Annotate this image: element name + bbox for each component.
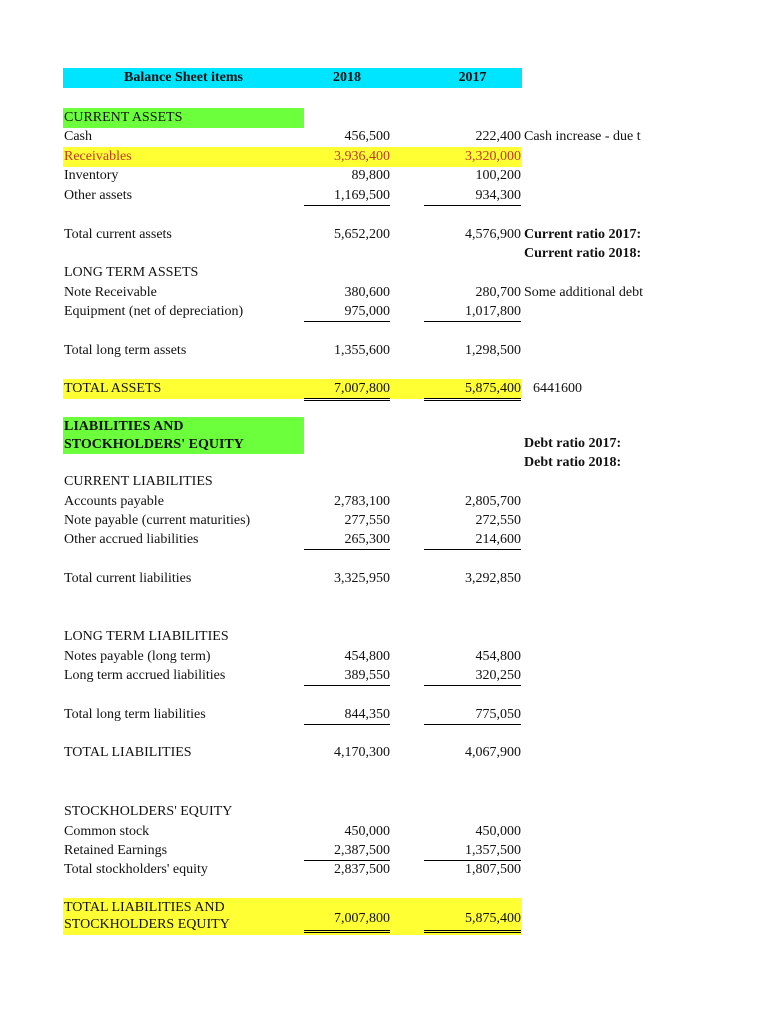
note-receivable-note: Some additional debt — [524, 285, 643, 300]
grand-total-2017: 5,875,400 — [424, 908, 521, 933]
total-liabilities-2017: 4,067,900 — [465, 745, 521, 760]
cash-2017: 222,400 — [475, 129, 521, 144]
long-term-liabilities-title: LONG TERM LIABILITIES — [64, 629, 229, 644]
total-equity-label: Total stockholders' equity — [64, 862, 208, 877]
liabilities-equity-title-2: STOCKHOLDERS' EQUITY — [64, 437, 244, 452]
total-long-term-assets-label: Total long term assets — [64, 343, 187, 358]
liabilities-equity-title-1: LIABILITIES AND — [64, 419, 184, 434]
total-current-liabilities-label: Total current liabilities — [64, 571, 192, 586]
common-stock-2018: 450,000 — [344, 824, 390, 839]
equipment-2018: 975,000 — [304, 303, 390, 322]
retained-earnings-2017: 1,357,500 — [424, 842, 521, 861]
cash-note: Cash increase - due t — [524, 129, 641, 144]
total-lt-liabilities-2018: 844,350 — [304, 706, 390, 725]
inventory-2018: 89,800 — [351, 168, 390, 183]
other-accrued-label: Other accrued liabilities — [64, 532, 199, 547]
total-lt-liabilities-label: Total long term liabilities — [64, 707, 206, 722]
receivables-label: Receivables — [64, 149, 132, 164]
inventory-2017: 100,200 — [475, 168, 521, 183]
notes-payable-lt-2017: 454,800 — [475, 649, 521, 664]
total-current-liabilities-2017: 3,292,850 — [465, 571, 521, 586]
cash-label: Cash — [64, 129, 92, 144]
note-receivable-2018: 380,600 — [344, 285, 390, 300]
other-assets-2018: 1,169,500 — [304, 187, 390, 206]
total-equity-2017: 1,807,500 — [465, 862, 521, 877]
retained-earnings-label: Retained Earnings — [64, 843, 168, 858]
note-payable-label: Note payable (current maturities) — [64, 513, 251, 528]
current-assets-title: CURRENT ASSETS — [64, 110, 183, 125]
note-receivable-2017: 280,700 — [475, 285, 521, 300]
other-assets-2017: 934,300 — [424, 187, 521, 206]
other-assets-label: Other assets — [64, 188, 133, 203]
total-equity-2018: 2,837,500 — [334, 862, 390, 877]
grand-total-label-2: STOCKHOLDERS EQUITY — [64, 917, 230, 932]
accounts-payable-2017: 2,805,700 — [465, 494, 521, 509]
note-payable-2017: 272,550 — [475, 513, 521, 528]
grand-total-2018: 7,007,800 — [304, 908, 390, 933]
total-liabilities-2018: 4,170,300 — [334, 745, 390, 760]
other-accrued-2017: 214,600 — [424, 531, 521, 550]
accounts-payable-label: Accounts payable — [64, 494, 164, 509]
lt-accrued-label: Long term accrued liabilities — [64, 668, 226, 683]
total-current-assets-label: Total current assets — [64, 227, 172, 242]
notes-payable-lt-2018: 454,800 — [344, 649, 390, 664]
current-ratio-2018: Current ratio 2018: — [524, 246, 642, 261]
total-long-term-assets-2018: 1,355,600 — [334, 343, 390, 358]
total-lt-liabilities-2017: 775,050 — [424, 706, 521, 725]
accounts-payable-2018: 2,783,100 — [334, 494, 390, 509]
equipment-label: Equipment (net of depreciation) — [64, 304, 244, 319]
total-current-liabilities-2018: 3,325,950 — [334, 571, 390, 586]
lt-accrued-2018: 389,550 — [304, 667, 390, 686]
debt-ratio-2017: Debt ratio 2017: — [524, 436, 622, 451]
total-liabilities-label: TOTAL LIABILITIES — [64, 745, 192, 760]
long-term-assets-title: LONG TERM ASSETS — [64, 265, 199, 280]
total-assets-label: TOTAL ASSETS — [64, 381, 162, 396]
total-assets-extra: 6441600 — [533, 381, 582, 396]
header-2017: 2017 — [458, 70, 487, 85]
retained-earnings-2018: 2,387,500 — [304, 842, 390, 861]
equity-title: STOCKHOLDERS' EQUITY — [64, 804, 233, 819]
receivables-2017: 3,320,000 — [465, 149, 521, 164]
lt-accrued-2017: 320,250 — [424, 667, 521, 686]
equipment-2017: 1,017,800 — [424, 303, 521, 322]
common-stock-label: Common stock — [64, 824, 150, 839]
total-current-assets-2018: 5,652,200 — [334, 227, 390, 242]
current-ratio-2017: Current ratio 2017: — [524, 227, 642, 242]
other-accrued-2018: 265,300 — [304, 531, 390, 550]
total-assets-2017: 5,875,400 — [424, 380, 521, 401]
grand-total-label-1: TOTAL LIABILITIES AND — [64, 900, 225, 915]
common-stock-2017: 450,000 — [475, 824, 521, 839]
total-current-assets-2017: 4,576,900 — [465, 227, 521, 242]
note-payable-2018: 277,550 — [344, 513, 390, 528]
note-receivable-label: Note Receivable — [64, 285, 157, 300]
current-liabilities-title: CURRENT LIABILITIES — [64, 474, 213, 489]
header-label: Balance Sheet items — [124, 70, 243, 85]
total-long-term-assets-2017: 1,298,500 — [465, 343, 521, 358]
cash-2018: 456,500 — [344, 129, 390, 144]
notes-payable-lt-label: Notes payable (long term) — [64, 649, 211, 664]
header-2018: 2018 — [333, 70, 361, 85]
debt-ratio-2018: Debt ratio 2018: — [524, 455, 622, 470]
total-assets-2018: 7,007,800 — [304, 380, 390, 401]
inventory-label: Inventory — [64, 168, 119, 183]
receivables-2018: 3,936,400 — [334, 149, 390, 164]
